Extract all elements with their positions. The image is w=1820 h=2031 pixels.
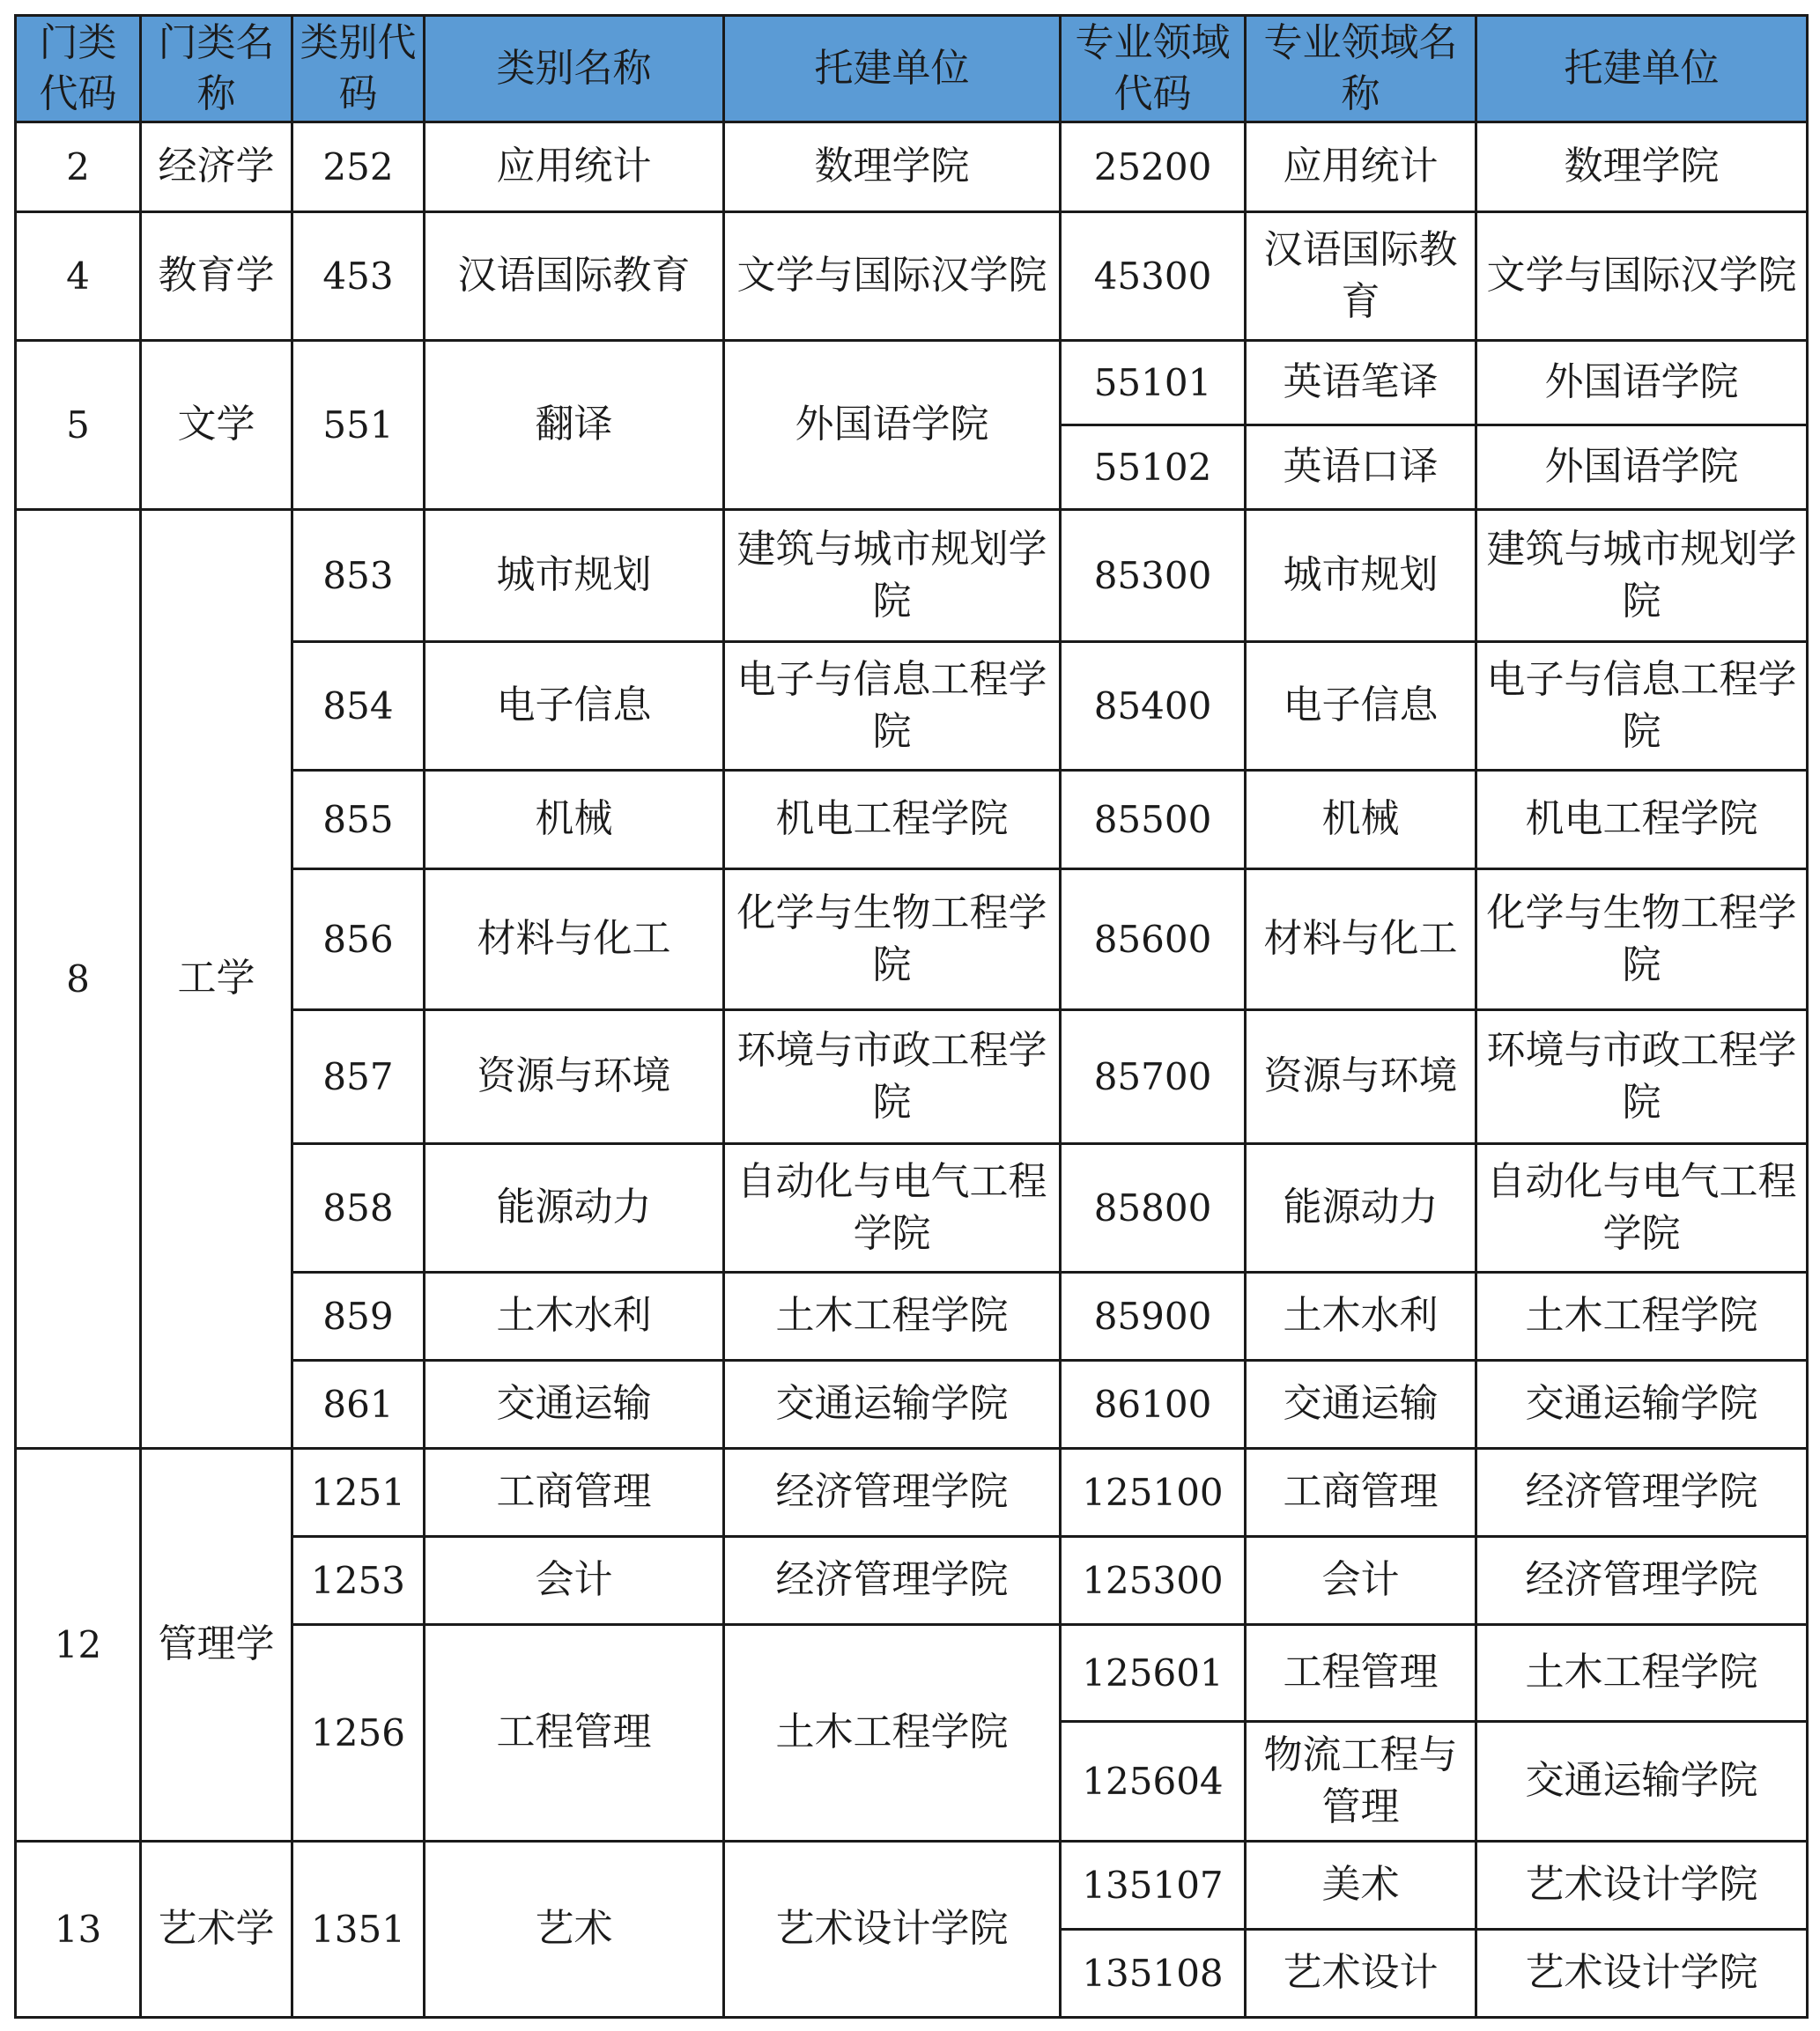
field-unit-cell: 建筑与城市规划学院 — [1476, 510, 1808, 642]
category-name-cell: 电子信息 — [425, 642, 724, 771]
field-unit-cell: 环境与市政工程学院 — [1476, 1010, 1808, 1144]
field-unit-cell: 文学与国际汉学院 — [1476, 212, 1808, 341]
field-name-cell: 英语笔译 — [1246, 341, 1476, 425]
category-code-cell: 857 — [292, 1010, 425, 1144]
header-row — [16, 16, 1808, 122]
field-unit-cell: 交通运输学院 — [1476, 1722, 1808, 1842]
category-unit-cell: 土木工程学院 — [724, 1273, 1061, 1361]
field-code-cell: 55101 — [1061, 341, 1246, 425]
men-name-cell: 管理学 — [141, 1449, 292, 1842]
men-code-cell: 5 — [16, 341, 141, 510]
field-code-cell: 85900 — [1061, 1273, 1246, 1361]
table-row — [16, 212, 1808, 341]
category-code-cell: 853 — [292, 510, 425, 642]
category-unit-cell: 数理学院 — [724, 122, 1061, 212]
field-code-cell: 125100 — [1061, 1449, 1246, 1537]
category-name-cell: 土木水利 — [425, 1273, 724, 1361]
category-unit-cell: 艺术设计学院 — [724, 1842, 1061, 2018]
field-code-cell: 85600 — [1061, 869, 1246, 1010]
men-name-cell: 文学 — [141, 341, 292, 510]
field-code-cell: 125604 — [1061, 1722, 1246, 1842]
category-name-cell: 工商管理 — [425, 1449, 724, 1537]
category-unit-cell: 交通运输学院 — [724, 1361, 1061, 1449]
category-name-cell: 机械 — [425, 771, 724, 869]
field-code-cell: 55102 — [1061, 425, 1246, 510]
field-code-cell: 45300 — [1061, 212, 1246, 341]
men-code-cell: 13 — [16, 1842, 141, 2018]
header-cell: 门类名称 — [141, 16, 292, 122]
field-code-cell: 125300 — [1061, 1537, 1246, 1625]
men-name-cell: 教育学 — [141, 212, 292, 341]
field-name-cell: 应用统计 — [1246, 122, 1476, 212]
category-name-cell: 汉语国际教育 — [425, 212, 724, 341]
field-code-cell: 135108 — [1061, 1930, 1246, 2018]
category-unit-cell: 环境与市政工程学院 — [724, 1010, 1061, 1144]
category-name-cell: 材料与化工 — [425, 869, 724, 1010]
field-name-cell: 能源动力 — [1246, 1144, 1476, 1273]
field-unit-cell: 化学与生物工程学院 — [1476, 869, 1808, 1010]
men-code-cell: 8 — [16, 510, 141, 1449]
table-row — [16, 1449, 1808, 1537]
header-cell: 专业领域代码 — [1061, 16, 1246, 122]
field-name-cell: 美术 — [1246, 1842, 1476, 1930]
field-unit-cell: 交通运输学院 — [1476, 1361, 1808, 1449]
category-name-cell: 工程管理 — [425, 1625, 724, 1842]
field-name-cell: 土木水利 — [1246, 1273, 1476, 1361]
field-name-cell: 机械 — [1246, 771, 1476, 869]
category-code-cell: 1251 — [292, 1449, 425, 1537]
field-unit-cell: 数理学院 — [1476, 122, 1808, 212]
category-code-cell: 1253 — [292, 1537, 425, 1625]
table-row — [16, 510, 1808, 642]
field-name-cell: 英语口译 — [1246, 425, 1476, 510]
category-code-cell: 855 — [292, 771, 425, 869]
field-code-cell: 86100 — [1061, 1361, 1246, 1449]
field-unit-cell: 经济管理学院 — [1476, 1449, 1808, 1537]
field-code-cell: 85700 — [1061, 1010, 1246, 1144]
header-cell: 托建单位 — [724, 16, 1061, 122]
field-code-cell: 85800 — [1061, 1144, 1246, 1273]
category-code-cell: 453 — [292, 212, 425, 341]
field-unit-cell: 经济管理学院 — [1476, 1537, 1808, 1625]
category-code-cell: 551 — [292, 341, 425, 510]
header-cell: 专业领域名称 — [1246, 16, 1476, 122]
category-name-cell: 能源动力 — [425, 1144, 724, 1273]
category-code-cell: 856 — [292, 869, 425, 1010]
category-name-cell: 资源与环境 — [425, 1010, 724, 1144]
field-unit-cell: 外国语学院 — [1476, 425, 1808, 510]
header-cell: 类别名称 — [425, 16, 724, 122]
category-unit-cell: 机电工程学院 — [724, 771, 1061, 869]
category-name-cell: 翻译 — [425, 341, 724, 510]
header-cell: 门类代码 — [16, 16, 141, 122]
category-unit-cell: 电子与信息工程学院 — [724, 642, 1061, 771]
category-name-cell: 会计 — [425, 1537, 724, 1625]
discipline-table — [14, 14, 1809, 2019]
category-name-cell: 应用统计 — [425, 122, 724, 212]
field-unit-cell: 土木工程学院 — [1476, 1625, 1808, 1722]
field-name-cell: 工程管理 — [1246, 1625, 1476, 1722]
table-row — [16, 122, 1808, 212]
field-unit-cell: 机电工程学院 — [1476, 771, 1808, 869]
category-unit-cell: 建筑与城市规划学院 — [724, 510, 1061, 642]
field-unit-cell: 艺术设计学院 — [1476, 1930, 1808, 2018]
field-name-cell: 电子信息 — [1246, 642, 1476, 771]
category-code-cell: 858 — [292, 1144, 425, 1273]
field-name-cell: 会计 — [1246, 1537, 1476, 1625]
category-unit-cell: 化学与生物工程学院 — [724, 869, 1061, 1010]
field-code-cell: 135107 — [1061, 1842, 1246, 1930]
category-unit-cell: 文学与国际汉学院 — [724, 212, 1061, 341]
field-code-cell: 125601 — [1061, 1625, 1246, 1722]
category-code-cell: 854 — [292, 642, 425, 771]
category-name-cell: 交通运输 — [425, 1361, 724, 1449]
category-code-cell: 252 — [292, 122, 425, 212]
category-name-cell: 艺术 — [425, 1842, 724, 2018]
category-unit-cell: 土木工程学院 — [724, 1625, 1061, 1842]
men-code-cell: 2 — [16, 122, 141, 212]
category-code-cell: 1256 — [292, 1625, 425, 1842]
field-unit-cell: 土木工程学院 — [1476, 1273, 1808, 1361]
field-code-cell: 25200 — [1061, 122, 1246, 212]
field-name-cell: 物流工程与管理 — [1246, 1722, 1476, 1842]
category-unit-cell: 自动化与电气工程学院 — [724, 1144, 1061, 1273]
field-name-cell: 资源与环境 — [1246, 1010, 1476, 1144]
men-name-cell: 工学 — [141, 510, 292, 1449]
field-unit-cell: 自动化与电气工程学院 — [1476, 1144, 1808, 1273]
field-code-cell: 85500 — [1061, 771, 1246, 869]
men-name-cell: 艺术学 — [141, 1842, 292, 2018]
table-row — [16, 341, 1808, 425]
field-name-cell: 交通运输 — [1246, 1361, 1476, 1449]
field-unit-cell: 外国语学院 — [1476, 341, 1808, 425]
field-unit-cell: 电子与信息工程学院 — [1476, 642, 1808, 771]
category-unit-cell: 外国语学院 — [724, 341, 1061, 510]
category-unit-cell: 经济管理学院 — [724, 1537, 1061, 1625]
field-name-cell: 汉语国际教育 — [1246, 212, 1476, 341]
men-name-cell: 经济学 — [141, 122, 292, 212]
field-name-cell: 艺术设计 — [1246, 1930, 1476, 2018]
field-code-cell: 85400 — [1061, 642, 1246, 771]
field-name-cell: 材料与化工 — [1246, 869, 1476, 1010]
field-name-cell: 城市规划 — [1246, 510, 1476, 642]
category-code-cell: 1351 — [292, 1842, 425, 2018]
men-code-cell: 12 — [16, 1449, 141, 1842]
men-code-cell: 4 — [16, 212, 141, 341]
category-name-cell: 城市规划 — [425, 510, 724, 642]
field-unit-cell: 艺术设计学院 — [1476, 1842, 1808, 1930]
category-code-cell: 861 — [292, 1361, 425, 1449]
category-unit-cell: 经济管理学院 — [724, 1449, 1061, 1537]
field-code-cell: 85300 — [1061, 510, 1246, 642]
header-cell: 托建单位 — [1476, 16, 1808, 122]
header-cell: 类别代码 — [292, 16, 425, 122]
table-row — [16, 1842, 1808, 1930]
field-name-cell: 工商管理 — [1246, 1449, 1476, 1537]
category-code-cell: 859 — [292, 1273, 425, 1361]
